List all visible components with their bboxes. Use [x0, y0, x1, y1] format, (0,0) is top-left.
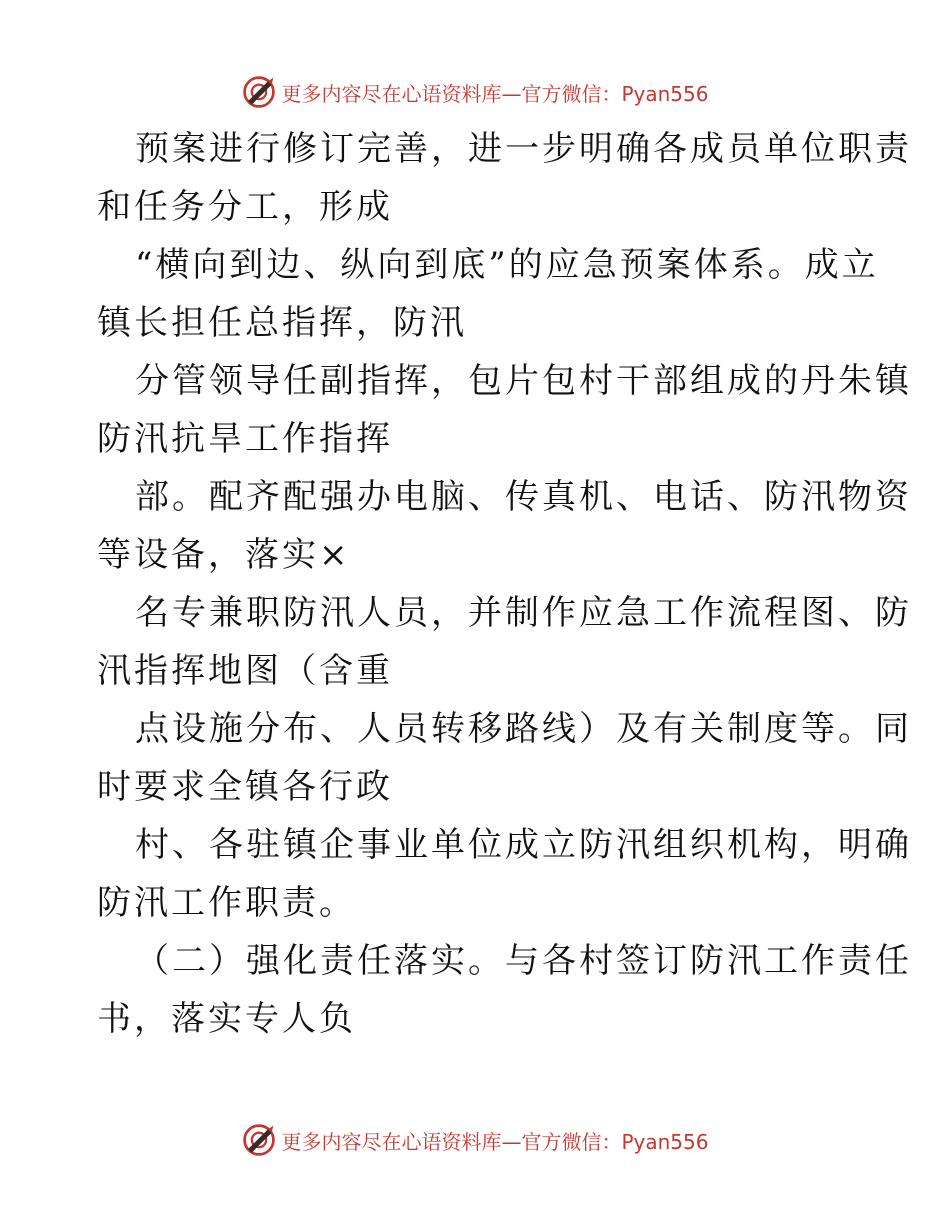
- body-line: 书，落实专人负: [97, 999, 356, 1039]
- header-watermark-banner: [0, 70, 950, 114]
- body-line: 时要求全镇各行政: [97, 767, 393, 807]
- logo-icon: [241, 1122, 277, 1158]
- header-banner-text: 更多内容尽在心语资料库—官方微信：Pyan556: [281, 81, 709, 106]
- body-line: 镇长担任总指挥，防汛: [97, 303, 467, 343]
- body-line: 村、各驻镇企事业单位成立防汛组织机构，明确: [135, 825, 912, 865]
- document-body: [97, 120, 912, 1048]
- footer-watermark-banner: [0, 1118, 950, 1162]
- footer-banner-text: 更多内容尽在心语资料库—官方微信：Pyan556: [281, 1129, 709, 1154]
- body-line: 等设备，落实×: [97, 535, 351, 575]
- body-line: 分管领导任副指挥，包片包村干部组成的丹朱镇: [135, 361, 912, 401]
- logo-icon: [241, 74, 277, 110]
- body-line: “横向到边、纵向到底”的应急预案体系。成立: [135, 245, 879, 285]
- body-line: 汛指挥地图（含重: [97, 651, 393, 691]
- body-line: 防汛抗旱工作指挥: [97, 419, 393, 459]
- body-line: 和任务分工，形成: [97, 187, 393, 227]
- body-line: 部。配齐配强办电脑、传真机、电话、防汛物资: [135, 477, 912, 517]
- body-line: （二）强化责任落实。与各村签订防汛工作责任: [135, 941, 912, 981]
- body-line: 预案进行修订完善，进一步明确各成员单位职责: [135, 129, 912, 169]
- body-line: 点设施分布、人员转移路线）及有关制度等。同: [135, 709, 912, 749]
- body-line: 防汛工作职责。: [97, 883, 356, 923]
- body-line: 名专兼职防汛人员，并制作应急工作流程图、防: [135, 593, 912, 633]
